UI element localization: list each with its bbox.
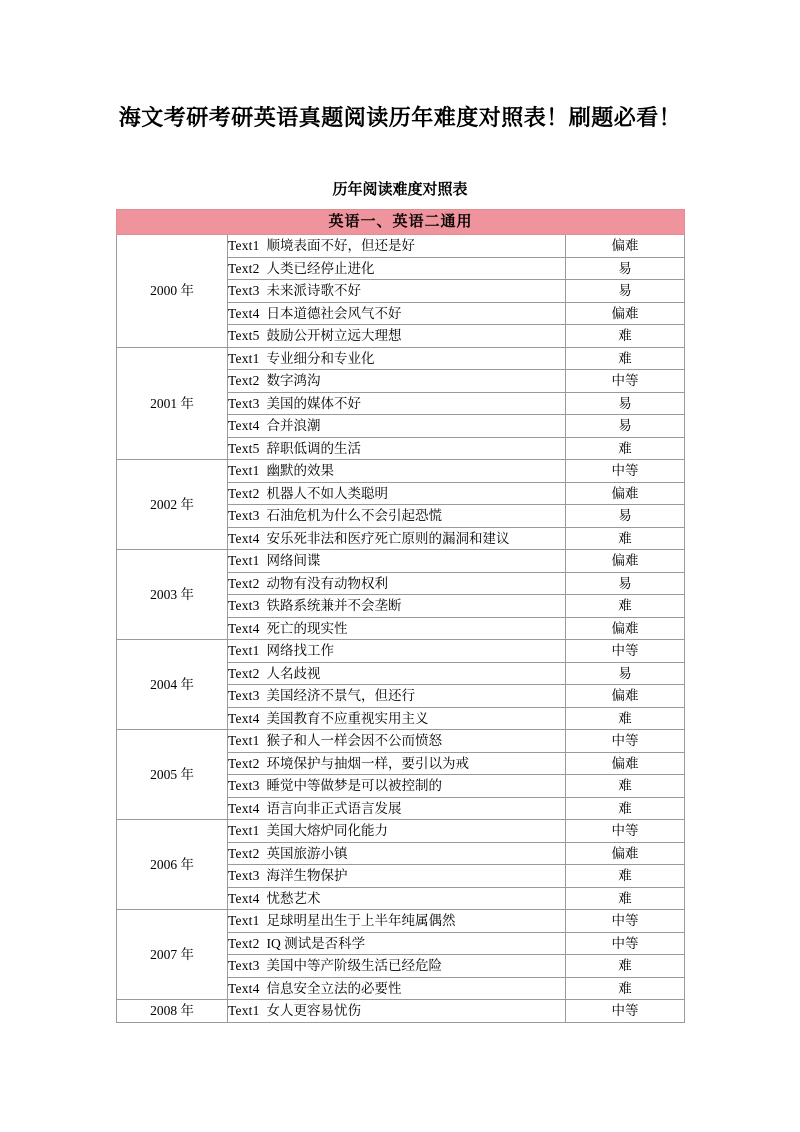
difficulty-cell: 难 — [566, 347, 685, 370]
difficulty-cell: 难 — [566, 437, 685, 460]
passage-label: Text4 — [228, 620, 260, 636]
passage-cell — [228, 280, 566, 303]
passage-title: 动物有没有动物权利 — [266, 575, 389, 591]
passage-title: 顺境表面不好，但还是好 — [266, 238, 416, 253]
table-head — [117, 210, 685, 235]
difficulty-cell: 偏难 — [566, 685, 685, 708]
table-row — [117, 730, 685, 753]
year-cell: 2005 年 — [117, 730, 228, 820]
passage-title: 美国经济不景气，但还行 — [266, 688, 416, 703]
difficulty-table-wrapper — [116, 209, 684, 1023]
passage-label: Text2 — [228, 935, 260, 951]
year-cell: 2002 年 — [117, 460, 228, 550]
passage-title: 美国的媒体不好 — [266, 395, 362, 411]
difficulty-cell: 中等 — [566, 1000, 685, 1023]
passage-cell — [228, 302, 566, 325]
passage-title: 英国旅游小镇 — [266, 845, 348, 861]
passage-label: Text1 — [228, 823, 260, 838]
passage-cell — [228, 730, 566, 753]
table-row — [117, 235, 685, 258]
passage-label: Text1 — [228, 553, 260, 568]
passage-title: 足球明星出生于上半年纯属偶然 — [266, 913, 456, 928]
difficulty-cell: 偏难 — [566, 842, 685, 865]
passage-title: 未来派诗歌不好 — [266, 283, 362, 298]
passage-label: Text4 — [228, 890, 260, 906]
passage-cell — [228, 977, 566, 1000]
passage-cell — [228, 955, 566, 978]
passage-cell — [228, 392, 566, 415]
passage-label: Text2 — [228, 755, 260, 771]
passage-label: Text3 — [228, 868, 260, 883]
passage-label: Text3 — [228, 778, 260, 793]
passage-cell — [228, 662, 566, 685]
passage-title: 辞职低调的生活 — [266, 440, 362, 456]
passage-cell — [228, 347, 566, 370]
difficulty-cell: 易 — [566, 280, 685, 303]
passage-label: Text5 — [228, 440, 260, 456]
difficulty-cell: 难 — [566, 527, 685, 550]
passage-label: Text4 — [228, 980, 260, 996]
difficulty-cell: 易 — [566, 505, 685, 528]
difficulty-cell: 偏难 — [566, 752, 685, 775]
difficulty-cell: 中等 — [566, 910, 685, 933]
passage-cell — [228, 1000, 566, 1023]
passage-cell — [228, 910, 566, 933]
passage-title: 铁路系统兼并不会垄断 — [266, 598, 402, 613]
difficulty-cell: 偏难 — [566, 302, 685, 325]
passage-title: 机器人不如人类聪明 — [266, 485, 389, 501]
difficulty-cell: 易 — [566, 257, 685, 280]
difficulty-cell: 难 — [566, 797, 685, 820]
passage-cell — [228, 752, 566, 775]
passage-cell — [228, 482, 566, 505]
difficulty-cell: 难 — [566, 775, 685, 798]
passage-label: Text2 — [228, 260, 260, 276]
year-cell: 2000 年 — [117, 235, 228, 348]
passage-cell — [228, 865, 566, 888]
passage-title: 死亡的现实性 — [266, 620, 348, 636]
passage-title: 数字鸿沟 — [266, 373, 321, 388]
difficulty-cell: 难 — [566, 325, 685, 348]
difficulty-cell: 中等 — [566, 640, 685, 663]
passage-cell — [228, 257, 566, 280]
table-header-cell: 英语一、英语二通用 — [117, 210, 685, 235]
difficulty-cell: 偏难 — [566, 235, 685, 258]
passage-label: Text4 — [228, 800, 260, 816]
passage-title: 网络找工作 — [266, 643, 335, 658]
passage-cell — [228, 572, 566, 595]
passage-cell — [228, 842, 566, 865]
passage-title: 美国大熔炉同化能力 — [266, 823, 389, 838]
year-cell: 2003 年 — [117, 550, 228, 640]
passage-title: 语言向非正式语言发展 — [266, 800, 402, 816]
passage-cell — [228, 505, 566, 528]
passage-title: 石油危机为什么不会引起恐慌 — [266, 508, 443, 523]
passage-title: 幽默的效果 — [266, 463, 335, 478]
passage-title: 信息安全立法的必要性 — [266, 980, 402, 996]
year-cell: 2008 年 — [117, 1000, 228, 1023]
difficulty-cell: 难 — [566, 955, 685, 978]
passage-title: 专业细分和专业化 — [266, 350, 375, 366]
difficulty-cell: 易 — [566, 392, 685, 415]
passage-label: Text4 — [228, 710, 260, 726]
difficulty-cell: 偏难 — [566, 617, 685, 640]
passage-label: Text3 — [228, 283, 260, 298]
passage-cell — [228, 370, 566, 393]
year-cell: 2001 年 — [117, 347, 228, 460]
difficulty-cell: 中等 — [566, 730, 685, 753]
table-body — [117, 235, 685, 1023]
passage-title: 人名歧视 — [266, 665, 321, 681]
passage-cell — [228, 685, 566, 708]
passage-cell — [228, 775, 566, 798]
passage-title: 合并浪潮 — [266, 418, 321, 433]
passage-title: 女人更容易忧伤 — [266, 1003, 362, 1018]
difficulty-cell: 中等 — [566, 370, 685, 393]
passage-title: 美国教育不应重视实用主义 — [266, 710, 429, 726]
table-row — [117, 550, 685, 573]
table-header-row — [117, 210, 685, 235]
passage-title: 人类已经停止进化 — [266, 260, 375, 276]
year-cell: 2007 年 — [117, 910, 228, 1000]
passage-cell — [228, 235, 566, 258]
passage-cell — [228, 887, 566, 910]
passage-title: 日本道德社会风气不好 — [266, 305, 402, 321]
passage-cell — [228, 707, 566, 730]
table-row — [117, 347, 685, 370]
passage-label: Text3 — [228, 598, 260, 613]
difficulty-table — [116, 209, 685, 1023]
table-row — [117, 910, 685, 933]
passage-title: 网络间谍 — [266, 553, 321, 568]
passage-label: Text1 — [228, 238, 260, 253]
passage-title: 海洋生物保护 — [266, 868, 348, 883]
passage-title: IQ 测试是否科学 — [266, 935, 366, 951]
passage-label: Text1 — [228, 913, 260, 928]
table-caption: 历年阅读难度对照表 — [332, 182, 468, 198]
difficulty-cell: 易 — [566, 572, 685, 595]
table-row — [117, 820, 685, 843]
table-row — [117, 1000, 685, 1023]
difficulty-cell: 中等 — [566, 460, 685, 483]
passage-cell — [228, 415, 566, 438]
passage-label: Text3 — [228, 508, 260, 523]
passage-label: Text3 — [228, 958, 260, 973]
difficulty-cell: 难 — [566, 977, 685, 1000]
passage-label: Text4 — [228, 305, 260, 321]
difficulty-cell: 偏难 — [566, 550, 685, 573]
passage-title: 环境保护与抽烟一样，要引以为戒 — [266, 755, 470, 771]
passage-title: 安乐死非法和医疗死亡原则的漏洞和建议 — [266, 530, 510, 546]
passage-label: Text2 — [228, 373, 260, 388]
table-row — [117, 640, 685, 663]
passage-title: 鼓励公开树立远大理想 — [266, 328, 402, 343]
passage-cell — [228, 550, 566, 573]
passage-cell — [228, 640, 566, 663]
passage-cell — [228, 820, 566, 843]
passage-title: 忧愁艺术 — [266, 890, 321, 906]
passage-cell — [228, 617, 566, 640]
passage-cell — [228, 325, 566, 348]
passage-cell — [228, 595, 566, 618]
difficulty-cell: 易 — [566, 415, 685, 438]
difficulty-cell: 难 — [566, 865, 685, 888]
passage-label: Text1 — [228, 643, 260, 658]
difficulty-cell: 难 — [566, 887, 685, 910]
passage-label: Text4 — [228, 530, 260, 546]
year-cell: 2004 年 — [117, 640, 228, 730]
passage-label: Text2 — [228, 575, 260, 591]
passage-label: Text5 — [228, 328, 260, 343]
table-row — [117, 460, 685, 483]
passage-cell — [228, 797, 566, 820]
passage-label: Text3 — [228, 395, 260, 411]
year-cell: 2006 年 — [117, 820, 228, 910]
passage-label: Text2 — [228, 665, 260, 681]
difficulty-cell: 易 — [566, 662, 685, 685]
passage-label: Text2 — [228, 845, 260, 861]
passage-cell — [228, 527, 566, 550]
passage-cell — [228, 932, 566, 955]
page-title: 海文考研考研英语真题阅读历年难度对照表！刷题必看！ — [118, 105, 682, 130]
difficulty-cell: 偏难 — [566, 482, 685, 505]
passage-label: Text4 — [228, 418, 260, 433]
difficulty-cell: 难 — [566, 595, 685, 618]
difficulty-cell: 难 — [566, 707, 685, 730]
passage-label: Text1 — [228, 350, 260, 366]
passage-cell — [228, 437, 566, 460]
passage-label: Text1 — [228, 463, 260, 478]
passage-cell — [228, 460, 566, 483]
passage-label: Text1 — [228, 733, 260, 748]
passage-title: 美国中等产阶级生活已经危险 — [266, 958, 443, 973]
difficulty-cell: 中等 — [566, 932, 685, 955]
passage-title: 猴子和人一样会因不公而愤怒 — [266, 733, 443, 748]
difficulty-cell: 中等 — [566, 820, 685, 843]
passage-title: 睡觉中等做梦是可以被控制的 — [266, 778, 443, 793]
passage-label: Text2 — [228, 485, 260, 501]
passage-label: Text1 — [228, 1003, 260, 1018]
passage-label: Text3 — [228, 688, 260, 703]
